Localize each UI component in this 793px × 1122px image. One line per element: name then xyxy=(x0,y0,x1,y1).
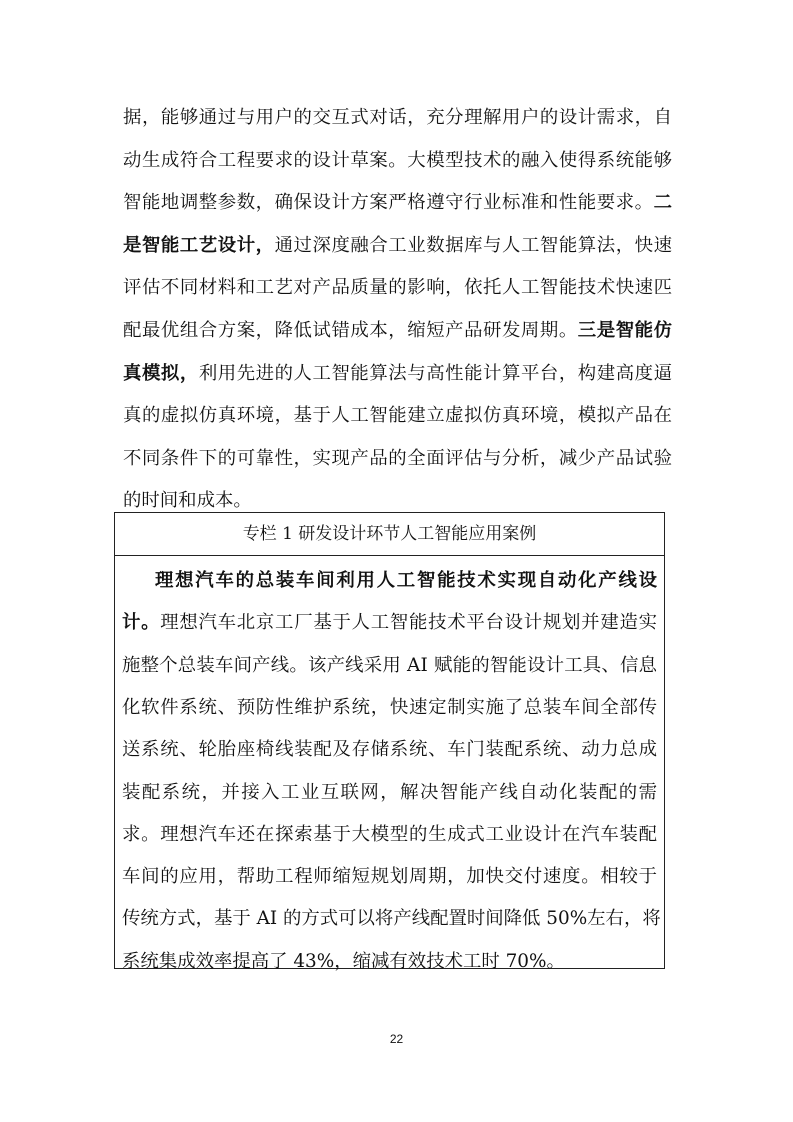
box-line xyxy=(122,774,657,812)
text-run: 利用先进的人工智能算法与高性能计算平台，构建高度逼 xyxy=(198,362,673,384)
box-line xyxy=(122,943,657,981)
body-line xyxy=(123,99,672,137)
box-line xyxy=(122,731,657,769)
body-line xyxy=(123,227,672,265)
text-run: 化软件系统、预防性维护系统，快速定制实施了总装车间全部传 xyxy=(122,696,658,718)
body-line xyxy=(123,312,672,350)
body-line xyxy=(123,269,672,307)
bold-text-run: 三是智能仿 xyxy=(577,320,673,341)
text-run: 装配系统，并接入工业互联网，解决智能产线自动化装配的需 xyxy=(122,781,659,803)
box-line xyxy=(122,858,657,896)
text-run: 理想汽车北京工厂基于人工智能技术平台设计规划并建造实 xyxy=(160,612,658,634)
page-number: 22 xyxy=(389,1032,404,1046)
text-run: 施整个总装车间产线。该产线采用 AI 赋能的智能设计工具、信息 xyxy=(122,654,658,676)
text-run: 配最优组合方案，降低试错成本，缩短产品研发周期。 xyxy=(123,320,578,341)
bold-text-run: 是智能工艺设计， xyxy=(123,234,275,256)
text-run: 传统方式，基于 AI 的方式可以将产线配置时间降低 50%左右，将 xyxy=(122,908,661,930)
text-run: 真的虚拟仿真环境，基于人工智能建立虚拟仿真环境，模拟产品在 xyxy=(123,405,673,427)
bold-text-run: 计。 xyxy=(122,612,161,634)
box-line xyxy=(122,816,657,854)
text-run: 车间的应用，帮助工程师缩短规划周期，加快交付速度。相较于 xyxy=(122,866,658,888)
body-line xyxy=(123,142,672,180)
box-line xyxy=(122,604,657,642)
case-study-box xyxy=(114,512,665,972)
text-run: 评估不同材料和工艺对产品质量的影响，依托人工智能技术快速匹 xyxy=(123,277,673,299)
box-line xyxy=(122,900,661,938)
text-run: 动生成符合工程要求的设计草案。大模型技术的融入使得系统能够 xyxy=(123,149,673,171)
text-run: 求。理想汽车还在探索基于大模型的生成式工业设计在汽车装配 xyxy=(122,823,658,845)
text-run: 的时间和成本。 xyxy=(123,490,252,512)
bold-text-run: 真模拟， xyxy=(123,362,199,384)
body-line xyxy=(123,184,672,222)
box-line xyxy=(122,689,657,727)
text-run: 通过深度融合工业数据库与人工智能算法，快速 xyxy=(274,234,673,256)
text-run: 智能地调整参数，确保设计方案严格遵守行业标准和性能要求。 xyxy=(123,192,654,214)
case-study-title: 专栏 1 研发设计环节人工智能应用案例 xyxy=(115,513,664,556)
box-line xyxy=(155,562,657,600)
bold-text-run: 二 xyxy=(653,192,673,214)
body-line xyxy=(123,397,672,435)
text-run: 不同条件下的可靠性，实现产品的全面评估与分析，减少产品试验 xyxy=(123,447,673,469)
body-line xyxy=(123,440,672,478)
box-line xyxy=(122,647,657,685)
body-line xyxy=(123,355,672,393)
text-run: 据，能够通过与用户的交互式对话，充分理解用户的设计需求，自 xyxy=(123,107,673,128)
text-run: 送系统、轮胎座椅线装配及存储系统、车门装配系统、动力总成 xyxy=(122,739,658,761)
text-run: 系统集成效率提高了 43%，缩减有效技术工时 70%。 xyxy=(122,950,565,972)
bold-text-run: 理想汽车的总装车间利用人工智能技术实现自动化产线设 xyxy=(155,570,659,591)
